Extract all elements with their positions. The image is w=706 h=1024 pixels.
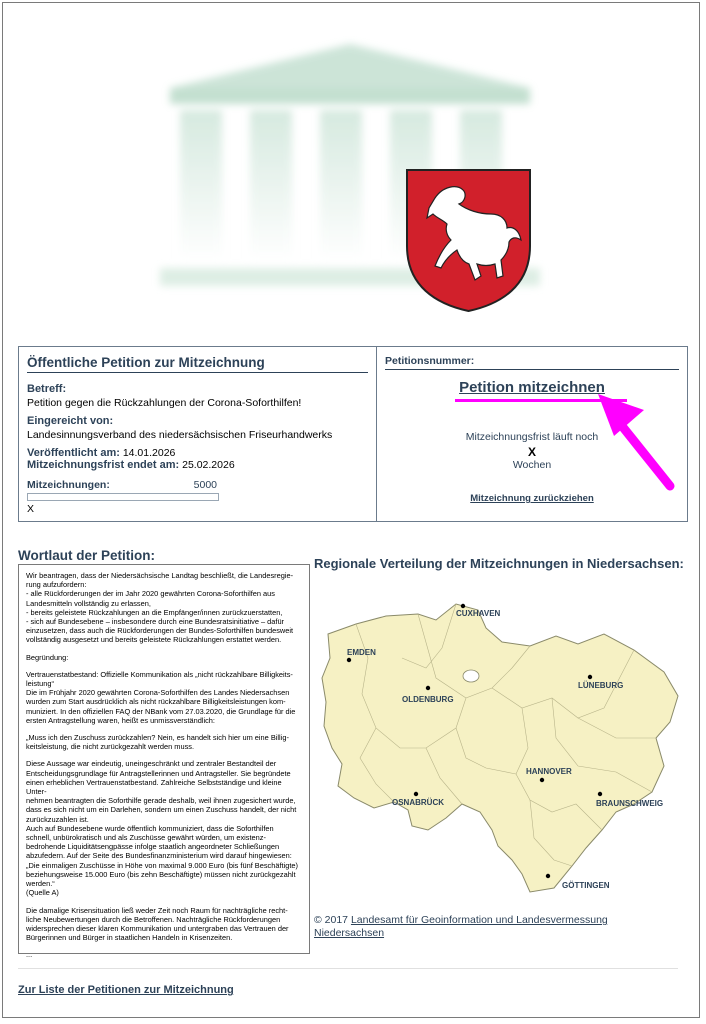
signatures-progress-bar (27, 493, 219, 501)
back-to-petition-list-link[interactable]: Zur Liste der Petitionen zur Mitzeichnung (18, 984, 234, 996)
petition-paragraph: „Muss ich den Zuschuss zurückzahlen? Nein, es handelt sich hier um eine Billig- keitsleistung, die nicht zurückgezahlt werden muss. (26, 733, 289, 752)
signatures-label: Mitzeichnungen: (27, 479, 110, 491)
regional-distribution-title: Regionale Verteilung der Mitzeichnungen in Niedersachsen: (314, 556, 684, 571)
city-label-lueneburg: LÜNEBURG (578, 681, 624, 690)
city-label-oldenburg: OLDENBURG (402, 695, 454, 704)
subject-value: Petition gegen die Rückzahlungen der Corona-Soforthilfen! (27, 397, 302, 409)
city-label-emden: EMDEN (347, 648, 376, 657)
deadline-running-text: Mitzeichnungsfrist läuft noch (465, 431, 599, 443)
petition-number-label: Petitionsnummer: (385, 355, 679, 370)
signatures-row (27, 479, 217, 491)
copyright-prefix: © 2017 (314, 914, 349, 926)
footer-divider (18, 968, 678, 969)
deadline-label: Mitzeichnungsfrist endet am: (27, 459, 180, 471)
petition-details (19, 347, 377, 521)
city-label-osnabrueck: OSNABRÜCK (392, 798, 444, 807)
petition-paragraph: ... (26, 950, 33, 960)
petition-text-title: Wortlaut der Petition: (18, 548, 155, 563)
petition-paragraph: Diese Aussage war eindeutig, uneingeschränkt und zentraler Bestandteil der Entscheidungsgrundlage für Antragstellerinnen und Antragsteller. Sie begründete einen erheblichen Vertrauenstatbestand. Zahlreiche Selbstständige und kleine Unter- nehmen beantragten die Soforthilfe gerade deshalb, weil ihnen zugesichert wurde, dass es sich nicht um ein Darlehen, sondern um einen Zuschuss handelt, der nicht zurückzuzahlen ist. Auch auf Bundesebene wurde öffentlich kommuniziert, dass die Soforthilfen schnell, unbürokratisch und als Zuschüsse gewährt würden, um existenz- bedrohende Liquiditätsengpässe infolge staatlich angeordneter Schließungen abzufedern. Auf der Seite des Bundesfinanzministerium wird darauf hingewiesen: „Die einmaligen Zuschüsse in Höhe von maximal 9.000 Euro (bis fünf Beschäftigte) beziehungsweise 15.000 Euro (bis zehn Beschäftigte) müssen nicht zurückgezahlt werden.“ (Quelle A) (26, 759, 298, 898)
signatures-value: X (27, 503, 35, 515)
published-row (27, 447, 368, 459)
city-label-braunschweig: BRAUNSCHWEIG (596, 799, 664, 808)
petition-info-box (18, 346, 688, 522)
weeks-remaining-value: X (527, 445, 536, 459)
geoinformation-link[interactable]: Landesamt für Geoinformation und Landesvermessung Niedersachsen (314, 914, 608, 939)
submitted-label: Eingereicht von: (27, 415, 114, 427)
weeks-label: Wochen (512, 459, 552, 471)
petition-paragraph: Vertrauenstatbestand: Offizielle Kommunikation als „nicht rückzahlbare Billigkeits- leistung“ Die im Frühjahr 2020 gewährten Corona-Soforthilfen des Landes Niedersachsen wurden zum Start ausdrücklich als nicht rückzahlbare Billigkeitsleistungen kom- muniziert. In den offiziellen FAQ der NBank vom 27.03.2020, die Grundlage für die ersten Antragstellung waren, heißt es unmissverständlich: (26, 669, 296, 725)
sign-petition-link[interactable]: Petition mitzeichnen (459, 379, 605, 396)
petition-paragraph: Die damalige Krisensituation ließ weder Zeit noch Raum für nachträgliche recht- liche Neubewertungen durch die Betroffenen. Nachträgliche Rückforderungen widersprechen dieser klaren Kommunikation und untergraben das Vertrauen der Bürgerinnen und Bürger in staatlichen Handeln in Krisenzeiten. (26, 905, 289, 943)
petition-paragraph: Begründung: (26, 652, 69, 662)
lower-saxony-coat-of-arms (405, 168, 532, 313)
signatures-goal: 5000 (193, 479, 217, 491)
petition-box-title: Öffentliche Petition zur Mitzeichnung (27, 355, 368, 373)
city-label-cuxhaven: CUXHAVEN (456, 609, 501, 618)
subject-label: Betreff: (27, 383, 67, 395)
withdraw-signature-link[interactable]: Mitzeichnung zurückziehen (470, 493, 594, 504)
published-date: 14.01.2026 (122, 447, 176, 459)
city-label-goettingen: GÖTTINGEN (562, 881, 610, 890)
submitter-value: Landesinnungsverband des niedersächsischen Friseurhandwerks (27, 429, 333, 441)
magenta-arrow-icon (592, 386, 682, 496)
city-label-hannover: HANNOVER (526, 767, 572, 776)
lower-saxony-map (316, 598, 686, 898)
petition-paragraph: Wir beantragen, dass der Niedersächsische Landtag beschließt, die Landesregie- rung aufzufordern: - alle Rückforderungen der im Jahr 2020 gewährten Corona-Soforthilfen aus Landesmitteln vollständig zu erlassen, - bereits geleistete Rückzahlungen an die Empfänger/innen zurückzuerstatten, - sich auf Bundesebene – insbesondere durch eine Bundesratsinitiative – dafür einzusetzen, dass auch die Rückforderungen der Bundes-Soforthilfen bundesweit vollständig ausgesetzt und bereits geleistete Rückzahlungen erstattet werden. (26, 571, 294, 645)
deadline-date: 25.02.2026 (182, 459, 235, 471)
petition-text-box (18, 564, 310, 960)
map-copyright (314, 914, 674, 940)
deadline-row (27, 459, 368, 471)
published-label: Veröffentlicht am: (27, 447, 120, 459)
